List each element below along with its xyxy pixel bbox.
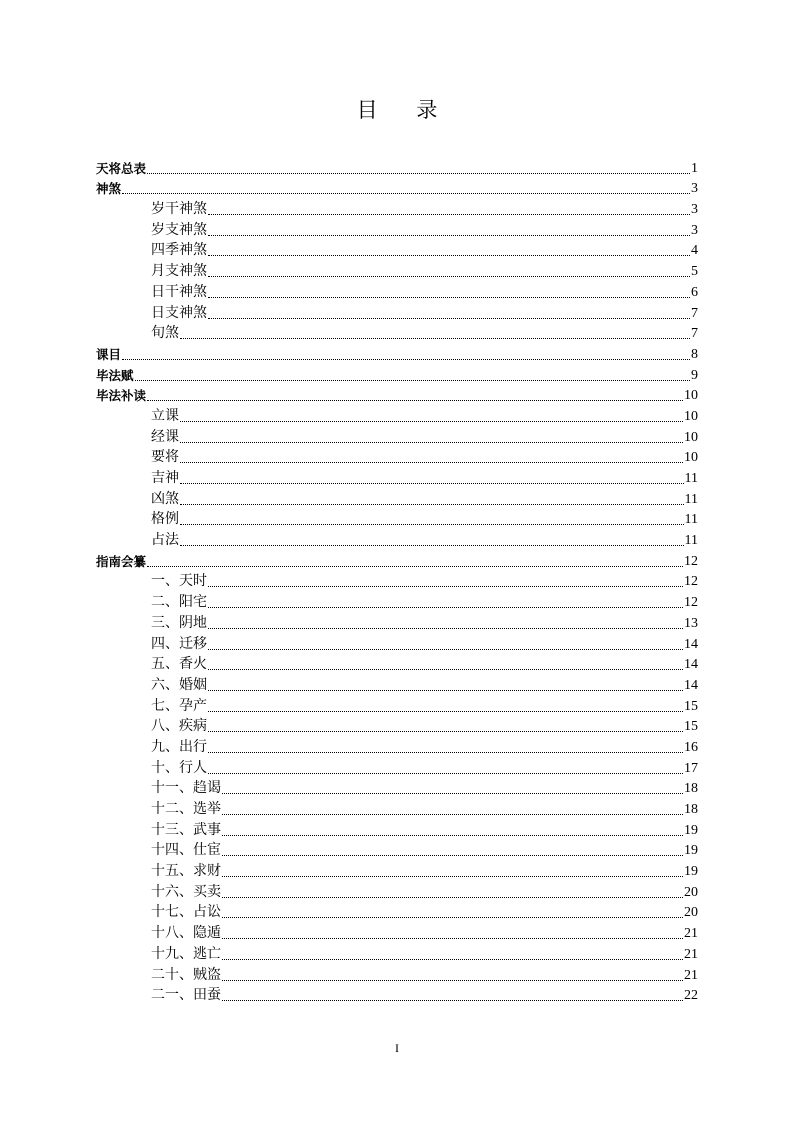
toc-entry[interactable] [96, 756, 698, 777]
toc-entry-label: 九、出行 [151, 738, 207, 755]
dot-leader [208, 690, 683, 691]
toc-entry-page: 3 [691, 181, 698, 197]
dot-leader [208, 214, 690, 215]
toc-entry[interactable] [96, 777, 698, 798]
toc-entry[interactable] [96, 859, 698, 880]
dot-leader [122, 359, 690, 360]
toc-entry-label: 岁支神煞 [151, 221, 207, 238]
toc-entry-page: 18 [684, 802, 698, 817]
dot-leader [147, 400, 683, 401]
toc-entry-label: 十二、选举 [151, 801, 221, 817]
dot-leader [147, 173, 690, 174]
toc-entry-label: 月支神煞 [151, 263, 207, 280]
toc-entry-label: 旬煞 [151, 325, 179, 342]
toc-entry[interactable] [96, 528, 698, 549]
toc-entry[interactable] [96, 466, 698, 487]
toc-entry[interactable] [96, 818, 698, 839]
dot-leader [208, 607, 683, 608]
toc-entry-label: 十八、隐遁 [151, 925, 221, 942]
toc-entry[interactable] [96, 694, 698, 715]
toc-entry-label: 岁干神煞 [151, 201, 207, 218]
dot-leader [208, 586, 683, 587]
toc-entry[interactable] [96, 590, 698, 611]
toc-entry-label: 十一、趋谒 [151, 780, 221, 797]
toc-entry[interactable] [96, 177, 698, 198]
toc-entry-page: 5 [691, 264, 698, 280]
toc-entry-page: 4 [691, 243, 698, 259]
toc-entry-label: 日支神煞 [151, 304, 207, 321]
toc-entry-label: 格例 [151, 511, 179, 528]
toc-entry[interactable] [96, 984, 698, 1005]
toc-entry[interactable] [96, 715, 698, 736]
toc-entry-label: 四季神煞 [151, 242, 207, 259]
toc-entry[interactable] [96, 197, 698, 218]
toc-entry-label: 立课 [151, 407, 179, 424]
toc-entry[interactable] [96, 735, 698, 756]
toc-entry-label: 十七、占讼 [151, 904, 221, 921]
toc-entry-label: 天将总表 [96, 160, 147, 176]
toc-entry-page: 11 [684, 512, 698, 528]
toc-entry-page: 11 [684, 471, 698, 486]
dot-leader [180, 524, 684, 525]
toc-entry[interactable] [96, 363, 698, 384]
dot-leader [222, 959, 683, 960]
toc-entry[interactable] [96, 611, 698, 632]
toc-entry-page: 12 [684, 574, 698, 590]
dot-leader [208, 752, 683, 753]
toc-entry-label: 课目 [96, 346, 122, 362]
dot-leader [208, 731, 683, 732]
dot-leader [222, 917, 683, 918]
toc-entry-page: 20 [684, 905, 698, 921]
toc-entry-label: 三、阴地 [151, 614, 207, 631]
toc-entry-page: 7 [691, 326, 698, 342]
dot-leader [222, 855, 683, 856]
toc-entry[interactable] [96, 508, 698, 529]
toc-entry-label: 五、香火 [151, 656, 207, 673]
dot-leader [208, 711, 683, 712]
toc-entry-label: 十四、仕宦 [151, 842, 221, 859]
dot-leader [122, 193, 690, 194]
toc-entry-label: 十、行人 [151, 759, 207, 776]
toc-entry[interactable] [96, 963, 698, 984]
toc-entry[interactable] [96, 384, 698, 405]
dot-leader [135, 380, 690, 381]
toc-entry[interactable] [96, 549, 698, 570]
toc-entry-page: 3 [691, 222, 698, 238]
dot-leader [222, 814, 683, 815]
toc-entry-label: 十三、武事 [151, 821, 221, 838]
toc-entry-label: 八、疾病 [151, 718, 207, 735]
toc-entry-page: 10 [684, 388, 698, 404]
toc-entry-page: 12 [684, 595, 698, 611]
toc-entry-page: 11 [684, 533, 698, 549]
toc-entry-page: 18 [684, 781, 698, 797]
dot-leader [180, 421, 683, 422]
toc-entry-label: 十五、求财 [151, 863, 221, 880]
toc-entry[interactable] [96, 880, 698, 901]
toc-entry-label: 二一、田蚕 [151, 987, 221, 1004]
toc-entry[interactable] [96, 942, 698, 963]
toc-entry[interactable] [96, 301, 698, 322]
toc-entry-page: 7 [691, 305, 698, 321]
dot-leader [208, 773, 683, 774]
toc-entry[interactable] [96, 632, 698, 653]
toc-entry[interactable] [96, 673, 698, 694]
dot-leader [222, 1000, 683, 1001]
toc-entry-label: 占法 [151, 532, 179, 549]
dot-leader [222, 876, 683, 877]
dot-leader [208, 628, 683, 629]
toc-entry-label: 经课 [151, 428, 179, 445]
toc-entry-label: 要将 [151, 449, 179, 466]
dot-leader [222, 835, 683, 836]
toc-entry-page: 15 [684, 698, 698, 714]
page-number: I [395, 1041, 399, 1055]
toc-entry-page: 13 [684, 615, 698, 631]
dot-leader [180, 504, 684, 505]
dot-leader [180, 545, 684, 546]
dot-leader [180, 462, 683, 463]
dot-leader [208, 297, 690, 298]
dot-leader [222, 897, 683, 898]
toc-entry-label: 二、阳宅 [151, 594, 207, 611]
dot-leader [180, 442, 683, 443]
toc-entry[interactable] [96, 156, 698, 177]
toc-entry-page: 19 [684, 864, 698, 880]
toc-entry[interactable] [96, 322, 698, 343]
toc-entry-label: 指南会纂 [96, 553, 147, 569]
toc-entry[interactable] [96, 239, 698, 260]
dot-leader [180, 483, 684, 484]
dot-leader [208, 255, 690, 256]
toc-entry[interactable] [96, 425, 698, 446]
toc-entry-label: 毕法赋 [96, 367, 134, 383]
toc-entry-page: 10 [684, 450, 698, 466]
toc-entry-page: 6 [691, 284, 698, 300]
toc-entry-label: 凶煞 [151, 490, 179, 507]
toc-entry-page: 1 [691, 160, 698, 176]
toc-entry-label: 吉神 [151, 470, 179, 486]
page-title: 目 录 [356, 98, 454, 122]
toc-entry[interactable] [96, 218, 698, 239]
dot-leader [222, 938, 683, 939]
toc-entry[interactable] [96, 342, 698, 363]
toc-entry[interactable] [96, 653, 698, 674]
toc-entry-page: 14 [684, 677, 698, 693]
toc-entry-page: 17 [684, 760, 698, 776]
dot-leader [208, 669, 683, 670]
toc-entry-label: 十九、逃亡 [151, 945, 221, 962]
toc-entry-label: 四、迁移 [151, 635, 207, 652]
toc-entry-page: 16 [684, 739, 698, 755]
toc-entry-page: 19 [684, 843, 698, 859]
toc-entry-page: 14 [684, 636, 698, 652]
toc-entry[interactable] [96, 839, 698, 860]
dot-leader [180, 338, 690, 339]
toc-entry[interactable] [96, 259, 698, 280]
toc-entry-label: 日干神煞 [151, 283, 207, 300]
toc-entry[interactable] [96, 921, 698, 942]
toc-entry-page: 10 [684, 429, 698, 445]
toc-entry-page: 22 [684, 988, 698, 1004]
toc-entry-page: 12 [684, 553, 698, 569]
dot-leader [222, 980, 683, 981]
table-of-contents [96, 156, 698, 1004]
toc-entry[interactable] [96, 797, 698, 818]
toc-entry-page: 19 [684, 822, 698, 838]
toc-entry[interactable] [96, 446, 698, 467]
dot-leader [208, 235, 690, 236]
toc-entry-label: 十六、买卖 [151, 883, 221, 900]
toc-entry[interactable] [96, 280, 698, 301]
toc-entry-page: 21 [684, 967, 698, 983]
toc-entry-label: 毕法补读 [96, 388, 147, 404]
toc-entry[interactable] [96, 404, 698, 425]
dot-leader [208, 276, 690, 277]
toc-entry-label: 二十、贼盗 [151, 966, 221, 983]
toc-entry-page: 8 [691, 346, 698, 362]
toc-entry-label: 神煞 [96, 181, 122, 197]
toc-entry-page: 21 [684, 946, 698, 962]
toc-entry-page: 9 [691, 367, 698, 383]
toc-entry[interactable] [96, 901, 698, 922]
toc-entry-page: 14 [684, 657, 698, 673]
toc-entry-page: 15 [684, 719, 698, 735]
toc-entry-page: 20 [684, 884, 698, 900]
toc-entry-label: 七、孕产 [151, 697, 207, 714]
toc-entry-label: 六、婚姻 [151, 676, 207, 693]
dot-leader [208, 318, 690, 319]
dot-leader [147, 566, 683, 567]
toc-entry-page: 3 [691, 202, 698, 218]
toc-entry-label: 一、天时 [151, 573, 207, 590]
toc-entry[interactable] [96, 487, 698, 508]
toc-entry-page: 10 [684, 408, 698, 424]
dot-leader [208, 649, 683, 650]
toc-entry-page: 21 [684, 926, 698, 942]
toc-entry-page: 11 [684, 491, 698, 507]
toc-entry[interactable] [96, 570, 698, 591]
dot-leader [222, 793, 683, 794]
